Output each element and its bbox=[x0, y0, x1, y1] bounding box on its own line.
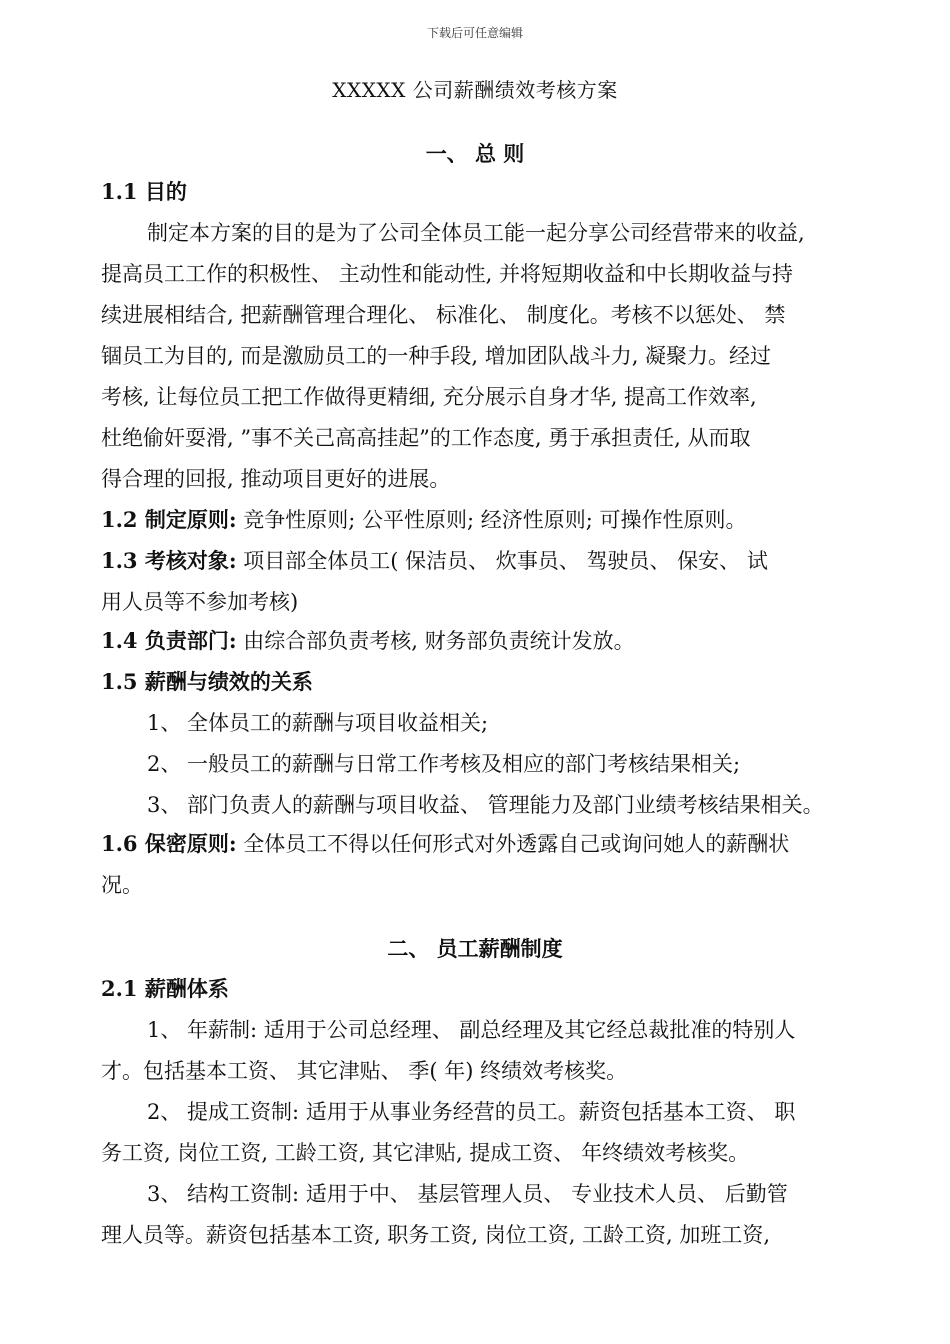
paragraph-line: 提高员工工作的积极性、 主动性和能动性, 并将短期收益和中长期收益与持 bbox=[101, 262, 794, 286]
section-1-6-continued: 况。 bbox=[101, 873, 143, 897]
list-item-text: 全体员工的薪酬与项目收益相关; bbox=[187, 711, 489, 735]
paragraph-line: 杜绝偷奸耍滑, ”事不关己高高挂起”的工作态度, 勇于承担责任, 从而取 bbox=[101, 426, 751, 450]
section-1-2 bbox=[101, 505, 879, 535]
paragraph-line: 得合理的回报, 推动项目更好的进展。 bbox=[101, 467, 451, 491]
section-1-3-continued: 用人员等不参加考核) bbox=[101, 590, 299, 614]
list-item bbox=[101, 708, 925, 738]
section-1-6 bbox=[101, 829, 879, 859]
section-1-6-text: 全体员工不得以任何形式对外透露自己或询问她人的薪酬状 bbox=[236, 832, 790, 856]
section-1-2-text: 竞争性原则; 公平性原则; 经济性原则; 可操作性原则。 bbox=[236, 508, 747, 532]
section-1-1-heading: 1.1 目的 bbox=[101, 179, 187, 204]
paragraph-line: 续进展相结合, 把薪酬管理合理化、 标准化、 制度化。考核不以惩处、 禁 bbox=[101, 303, 786, 327]
list-item bbox=[101, 1179, 925, 1209]
list-item-number: 3、 bbox=[147, 793, 182, 817]
paragraph-line: 制定本方案的目的是为了公司全体员工能一起分享公司经营带来的收益, bbox=[147, 221, 805, 245]
list-item-text: 一般员工的薪酬与日常工作考核及相应的部门考核结果相关; bbox=[187, 752, 741, 776]
paragraph-line: 才。包括基本工资、 其它津贴、 季( 年) 终绩效考核奖。 bbox=[101, 1059, 628, 1083]
section-1-4 bbox=[101, 626, 879, 656]
list-item-number: 2、 bbox=[147, 752, 182, 776]
document-title: XXXXX 公司薪酬绩效考核方案 bbox=[332, 78, 618, 102]
list-item-number: 1、 bbox=[147, 1018, 182, 1042]
list-item-number: 1、 bbox=[147, 711, 182, 735]
list-item bbox=[101, 790, 947, 820]
paragraph-line: 理人员等。薪资包括基本工资, 职务工资, 岗位工资, 工龄工资, 加班工资, bbox=[101, 1223, 771, 1247]
list-item bbox=[101, 1097, 925, 1127]
paragraph-line: 考核, 让每位员工把工作做得更精细, 充分展示自身才华, 提高工作效率, bbox=[101, 385, 757, 409]
chapter-1-heading: 一、 总 则 bbox=[425, 141, 525, 166]
list-item bbox=[101, 1015, 925, 1045]
list-item-text: 年薪制: 适用于公司总经理、 副总经理及其它经总裁批准的特别人 bbox=[187, 1018, 796, 1042]
paragraph-line: 锢员工为目的, 而是激励员工的一种手段, 增加团队战斗力, 凝聚力。经过 bbox=[101, 344, 772, 368]
list-item-text: 提成工资制: 适用于从事业务经营的员工。薪资包括基本工资、 职 bbox=[187, 1100, 796, 1124]
list-item-text: 部门负责人的薪酬与项目收益、 管理能力及部门业绩考核结果相关。 bbox=[187, 793, 824, 817]
section-1-2-label: 1.2 制定原则: bbox=[101, 507, 237, 532]
list-item-number: 3、 bbox=[147, 1182, 182, 1206]
section-1-3 bbox=[101, 546, 879, 576]
paragraph-line: 务工资, 岗位工资, 工龄工资, 其它津贴, 提成工资、 年终绩效考核奖。 bbox=[101, 1141, 750, 1165]
section-1-3-label: 1.3 考核对象: bbox=[101, 548, 237, 573]
section-1-3-text: 项目部全体员工( 保洁员、 炊事员、 驾驶员、 保安、 试 bbox=[236, 549, 768, 573]
section-1-6-label: 1.6 保密原则: bbox=[101, 831, 237, 856]
section-1-5-heading: 1.5 薪酬与绩效的关系 bbox=[101, 669, 313, 694]
section-1-4-label: 1.4 负责部门: bbox=[101, 628, 237, 653]
chapter-2-heading: 二、 员工薪酬制度 bbox=[387, 936, 563, 961]
list-item-text: 结构工资制: 适用于中、 基层管理人员、 专业技术人员、 后勤管 bbox=[187, 1182, 788, 1206]
section-2-1-heading: 2.1 薪酬体系 bbox=[101, 976, 229, 1001]
section-1-4-text: 由综合部负责考核, 财务部负责统计发放。 bbox=[236, 629, 635, 653]
header-note: 下载后可任意编辑 bbox=[426, 26, 523, 40]
list-item bbox=[101, 749, 925, 779]
list-item-number: 2、 bbox=[147, 1100, 182, 1124]
